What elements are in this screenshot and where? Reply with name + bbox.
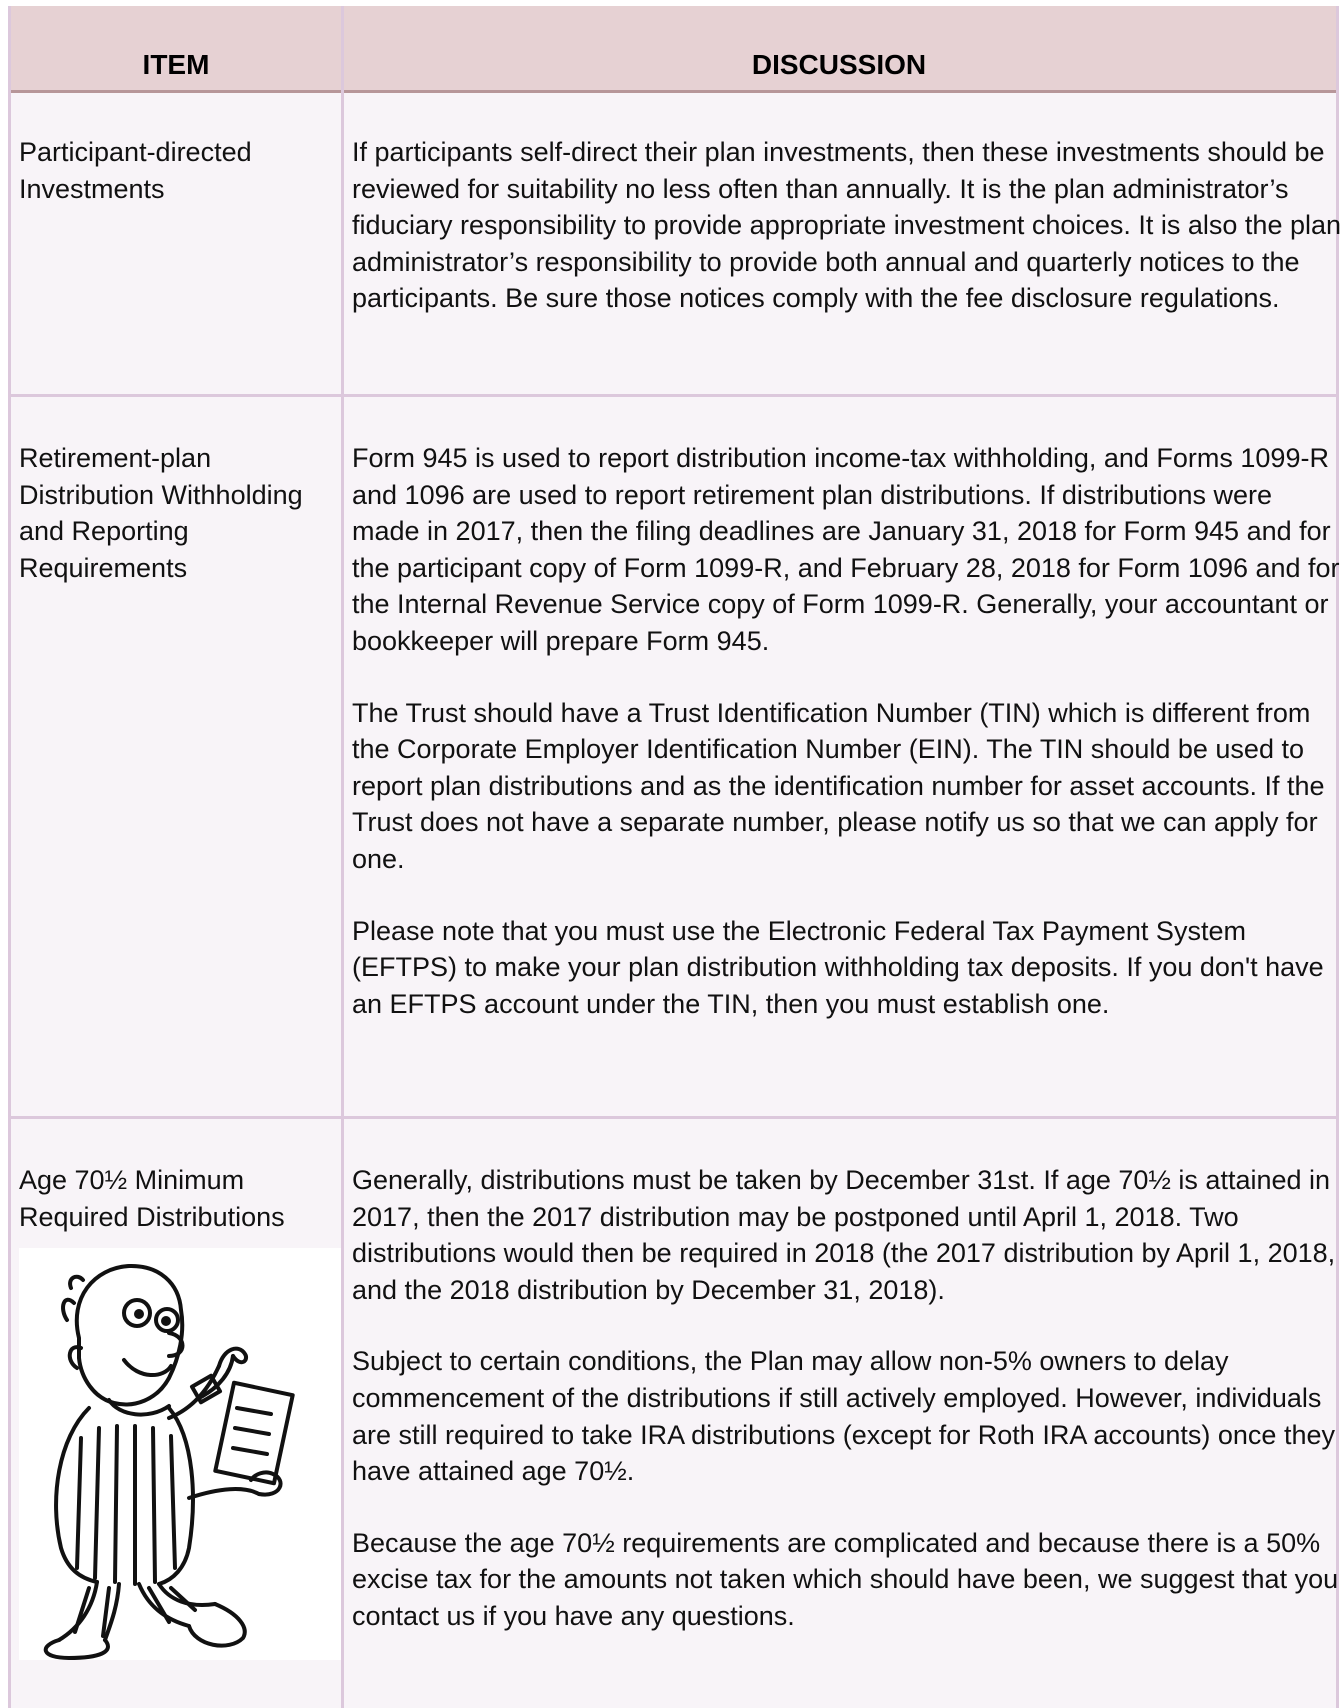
row-2-paragraph-1: Form 945 is used to report distribution income-tax withholding, and Forms 1099-R and 1096 are used to report retirement plan distributions. If distributions were made in 2017, then the filing deadlines are January 31, 2018 for Form 945 and for the participant copy of Form 1099-R, and February 28, 2018 for Form 1096 and for the Internal Revenue Service copy of Form 1099-R. Generally, your accountant or bookkeeper will prepare Form 945. — [352, 443, 1340, 656]
discussion-table — [8, 6, 1342, 1708]
row-2-paragraph-3: Please note that you must use the Electronic Federal Tax Payment System (EFTPS) to make your plan distribution withholding tax deposits. If you don't have an EFTPS account under the TIN, then you must establish one. — [352, 915, 1324, 1019]
row-3-paragraph-3: Because the age 70½ requirements are complicated and because there is a 50% excise tax for the amounts not taken which should have been, we suggest that you contact us if you have any questions. — [352, 1527, 1339, 1631]
row-1-item: Participant-directed Investments — [19, 137, 252, 204]
column-divider — [341, 6, 344, 1708]
row-2-item: Retirement-plan Distribution Withholding and Reporting Requirements — [19, 443, 303, 583]
row-3-paragraph-2: Subject to certain conditions, the Plan may allow non-5% owners to delay commencement of the distributions if still actively employed. However, individuals are still required to take IRA distributions (except for Roth IRA accounts) once they have attained age 70½. — [352, 1346, 1335, 1487]
table-header — [11, 6, 1336, 93]
row-3-item: Age 70½ Minimum Required Distributions — [19, 1165, 285, 1232]
row-divider — [11, 394, 1336, 397]
cartoon-man-illustration — [19, 1248, 341, 1660]
row-1-paragraph-1: If participants self-direct their plan investments, then these investments should be reviewed for suitability no less often than annually. It is the plan administrator’s fiduciary responsibility to provide appropriate investment choices. It is also the plan administrator’s responsibility to provide both annual and quarterly notices to the participants. Be sure those notices comply with the fee disclosure regulations. — [352, 137, 1342, 314]
row-3-paragraph-1: Generally, distributions must be taken by December 31st. If age 70½ is attained in 2017, then the 2017 distribution may be postponed until April 1, 2018. Two distributions would then be required in 2018 (the 2017 distribution by April 1, 2018, and the 2018 distribution by December 31, 2018). — [352, 1165, 1336, 1305]
header-item: ITEM — [142, 49, 210, 80]
row-2-discussion — [352, 440, 1342, 1022]
row-1-discussion — [352, 134, 1342, 317]
row-2-paragraph-2: The Trust should have a Trust Identification Number (TIN) which is different from the Corporate Employer Identification Number (EIN). The TIN should be used to report plan distributions and as the identification number for asset accounts. If the Trust does not have a separate number, please notify us so that we can apply for one. — [352, 697, 1325, 874]
row-3-discussion — [352, 1162, 1342, 1635]
row-divider — [11, 1116, 1336, 1119]
header-discussion: DISCUSSION — [751, 49, 927, 80]
